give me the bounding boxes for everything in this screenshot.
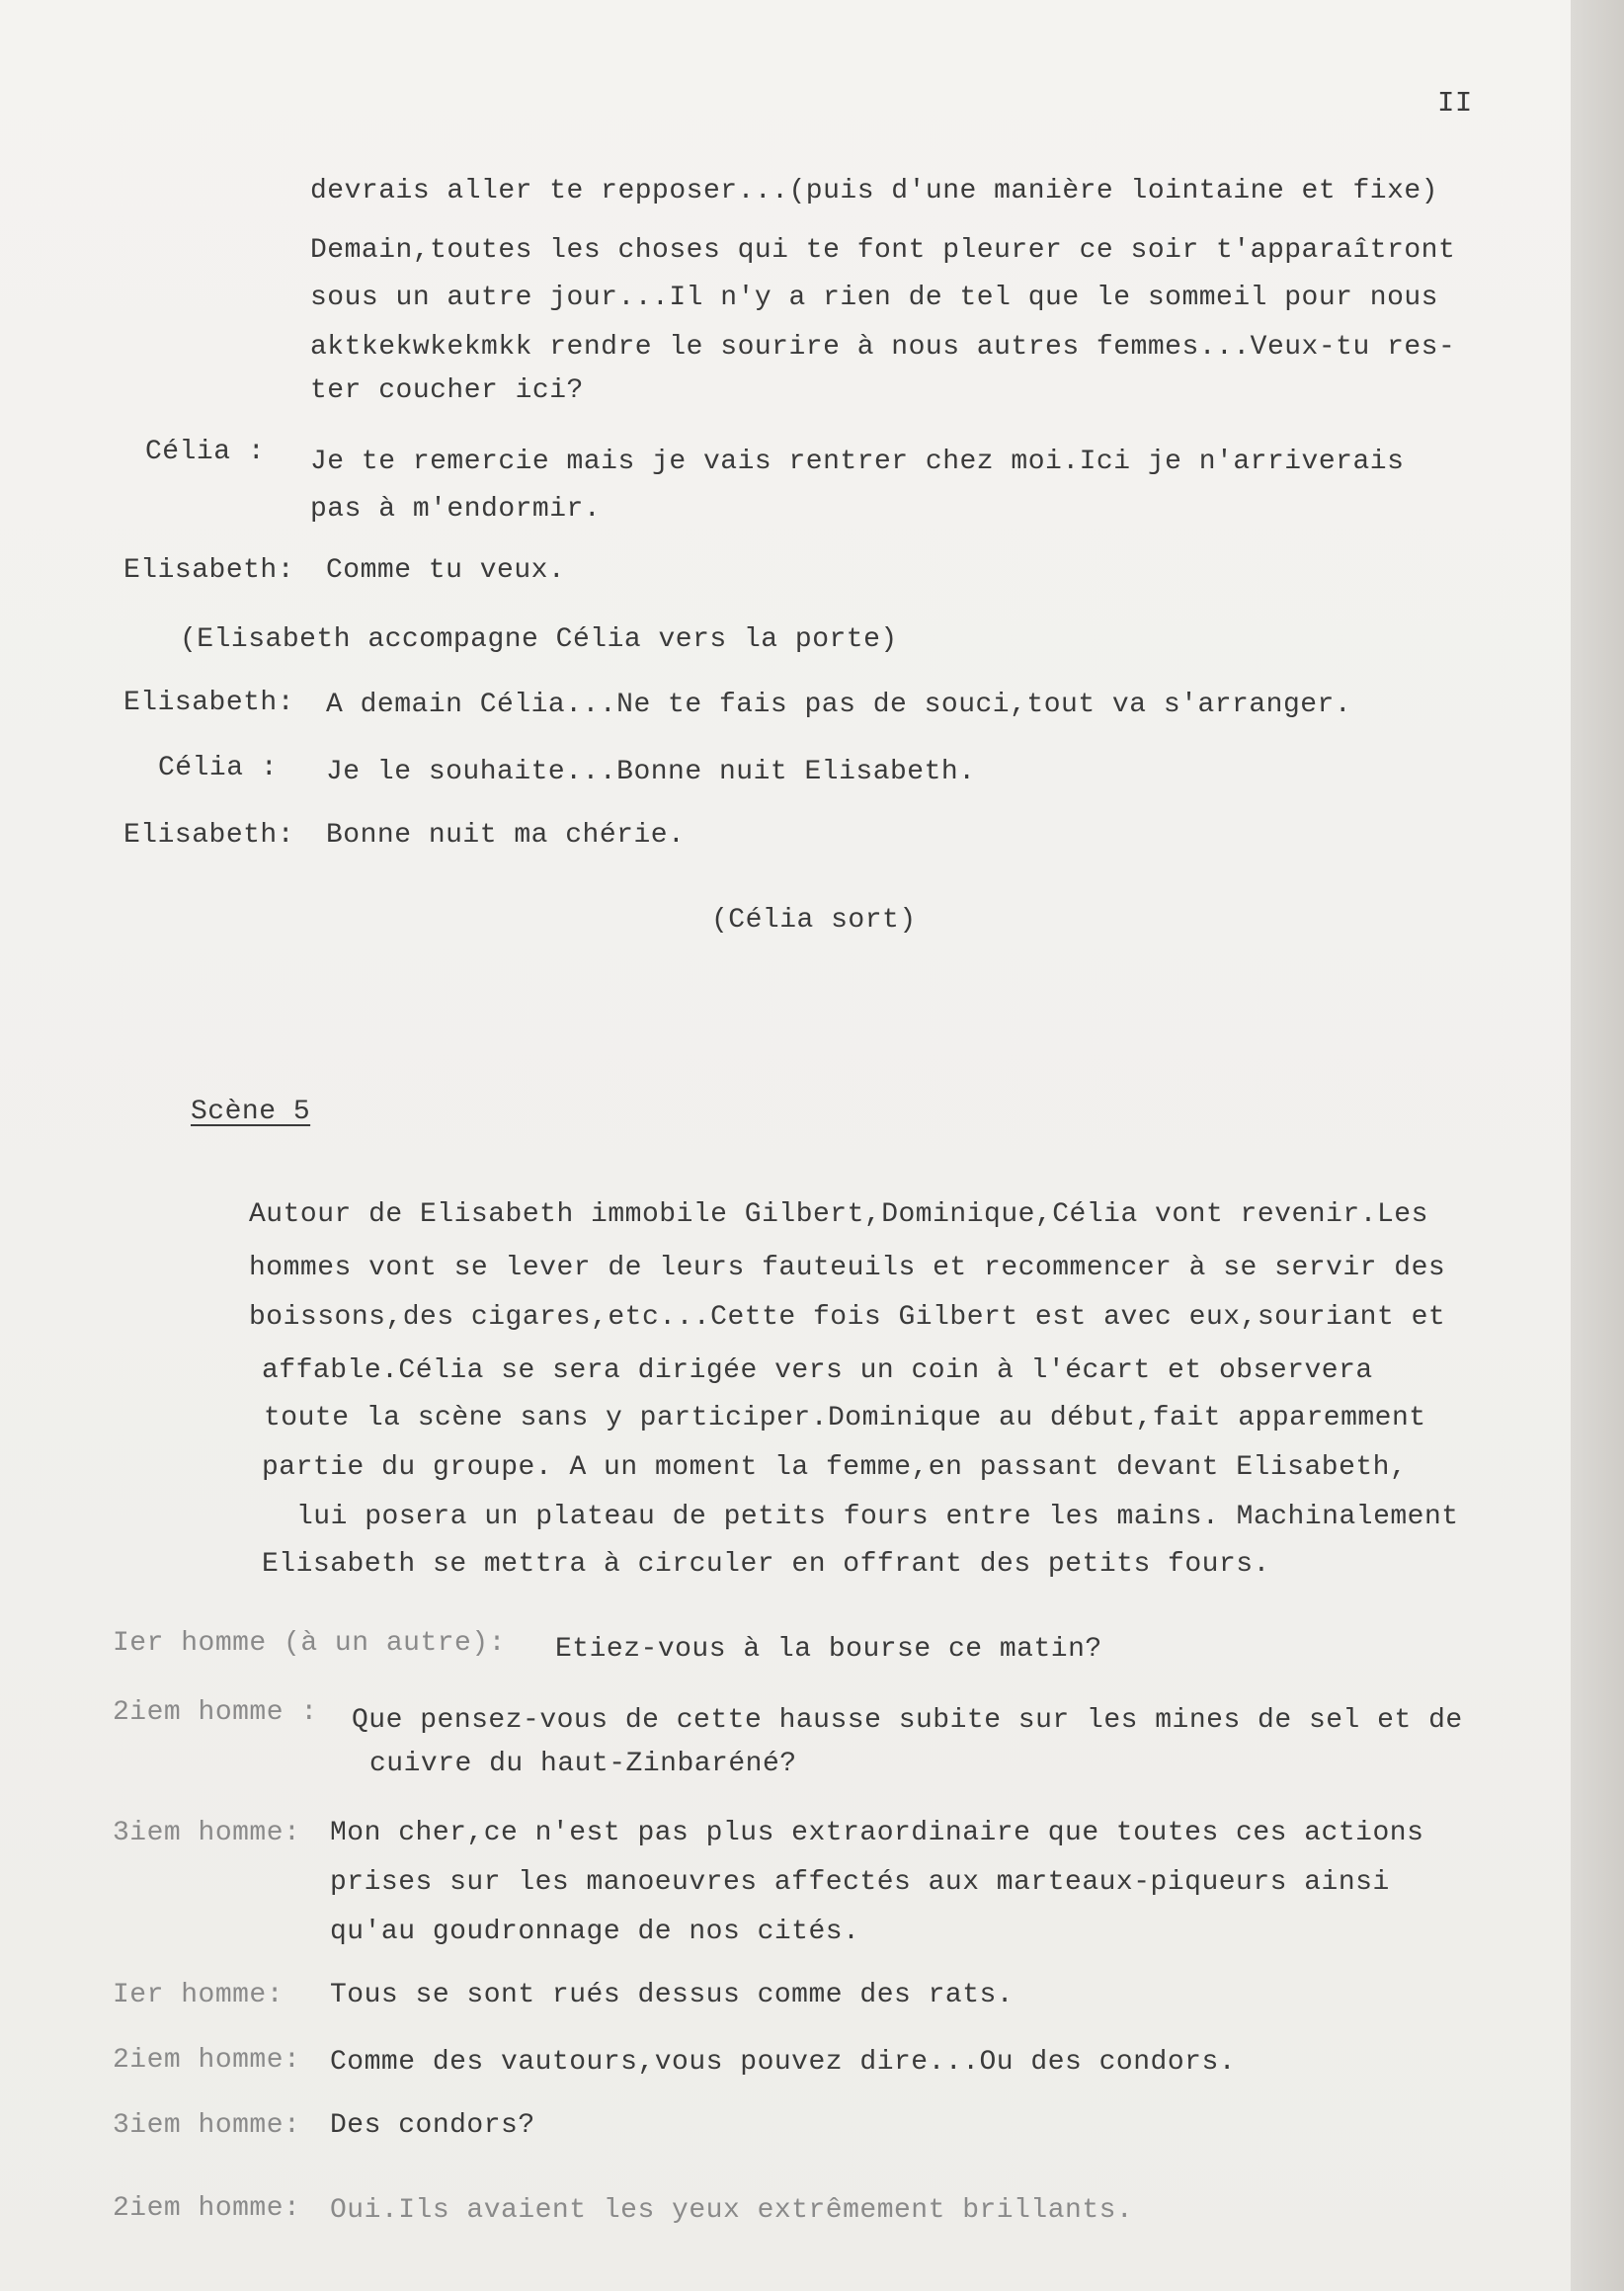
- speech-line: pas à m'endormir.: [310, 494, 602, 525]
- speaker-label: Ier homme (à un autre):: [113, 1628, 506, 1659]
- speech-line: Tous se sont rués dessus comme des rats.: [330, 1980, 1015, 2010]
- description-line: hommes vont se lever de leurs fauteuils et recommencer à se servir des: [249, 1253, 1446, 1283]
- speech-line: Oui.Ils avaient les yeux extrêmement brillants.: [330, 2195, 1134, 2226]
- speaker-label: 2iem homme:: [113, 2045, 301, 2076]
- speaker-label: Elisabeth:: [123, 688, 295, 718]
- speaker-label: 2iem homme :: [113, 1697, 318, 1728]
- speaker-label: Elisabeth:: [123, 555, 295, 586]
- speech-line: cuivre du haut-Zinbaréné?: [369, 1749, 797, 1779]
- description-line: Elisabeth se mettra à circuler en offrant des petits fours.: [262, 1549, 1270, 1580]
- speech-line: ter coucher ici?: [310, 375, 584, 406]
- stage-direction: (Célia sort): [711, 905, 917, 936]
- speaker-label: 3iem homme:: [113, 2110, 301, 2141]
- speech-line: Demain,toutes les choses qui te font pleurer ce soir t'apparaîtront: [310, 235, 1456, 266]
- speech-line: devrais aller te repposer...(puis d'une manière lointaine et fixe): [310, 176, 1438, 206]
- speaker-label: 2iem homme:: [113, 2193, 301, 2224]
- scene-title: Scène 5: [191, 1097, 311, 1127]
- description-line: partie du groupe. A un moment la femme,en passant devant Elisabeth,: [262, 1452, 1408, 1483]
- speech-line: Etiez-vous à la bourse ce matin?: [555, 1634, 1102, 1665]
- speech-line: Je te remercie mais je vais rentrer chez moi.Ici je n'arriverais: [310, 447, 1405, 477]
- speech-line: Mon cher,ce n'est pas plus extraordinaire que toutes ces actions: [330, 1818, 1424, 1848]
- speech-line: Que pensez-vous de cette hausse subite sur les mines de sel et de: [352, 1705, 1463, 1736]
- speech-line: prises sur les manoeuvres affectés aux marteaux-piqueurs ainsi: [330, 1867, 1390, 1898]
- speaker-label: 3iem homme:: [113, 1818, 301, 1848]
- description-line: Autour de Elisabeth immobile Gilbert,Dominique,Célia vont revenir.Les: [249, 1199, 1428, 1230]
- speech-line: sous un autre jour...Il n'y a rien de tel que le sommeil pour nous: [310, 283, 1438, 313]
- page-edge-shadow: [1571, 0, 1624, 2291]
- page-number: II: [1437, 87, 1473, 120]
- description-line: toute la scène sans y participer.Dominique au début,fait apparemment: [264, 1403, 1426, 1433]
- speech-line: qu'au goudronnage de nos cités.: [330, 1917, 860, 1947]
- description-line: lui posera un plateau de petits fours entre les mains. Machinalement: [296, 1502, 1459, 1532]
- description-line: boissons,des cigares,etc...Cette fois Gilbert est avec eux,souriant et: [249, 1302, 1446, 1333]
- speech-line: Des condors?: [330, 2110, 535, 2141]
- speaker-label: Elisabeth:: [123, 820, 295, 851]
- speaker-label: Célia :: [158, 753, 279, 783]
- speech-line: Je le souhaite...Bonne nuit Elisabeth.: [326, 757, 976, 787]
- description-line: affable.Célia se sera dirigée vers un coin à l'écart et observera: [262, 1355, 1373, 1386]
- speech-line: Comme des vautours,vous pouvez dire...Ou des condors.: [330, 2047, 1237, 2078]
- speech-line: A demain Célia...Ne te fais pas de souci,tout va s'arranger.: [326, 690, 1352, 720]
- stage-direction: (Elisabeth accompagne Célia vers la porte): [180, 624, 898, 655]
- speaker-label: Ier homme:: [113, 1980, 284, 2010]
- speech-line: Comme tu veux.: [326, 555, 566, 586]
- speaker-label: Célia :: [145, 437, 266, 467]
- speech-line: Bonne nuit ma chérie.: [326, 820, 686, 851]
- speech-line: aktkekwkekmkk rendre le sourire à nous autres femmes...Veux-tu res-: [310, 332, 1456, 363]
